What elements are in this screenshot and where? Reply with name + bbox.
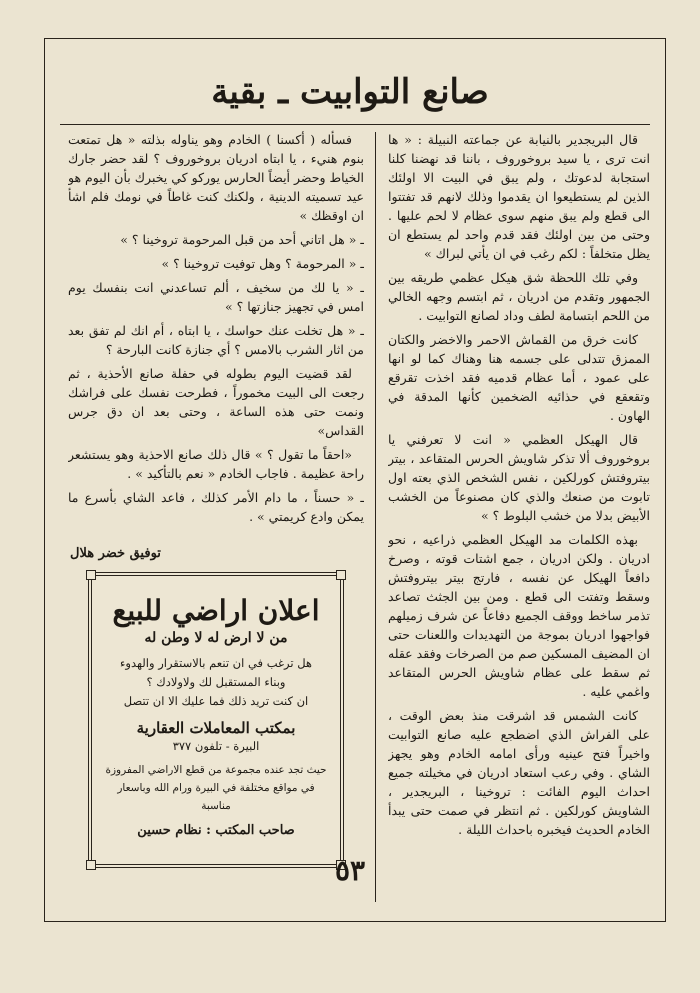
land-sale-advertisement: [88, 572, 344, 868]
ad-owner: صاحب المكتب : نظام حسين: [137, 823, 295, 838]
article-right-column: [388, 130, 650, 908]
ad-details-line: حيث تجد عنده مجموعة من قطع الاراضي المفروزة: [105, 764, 327, 776]
ad-contact: البيرة - تلفون ٣٧٧: [172, 739, 260, 753]
ad-corner-ornament: [86, 860, 96, 870]
paragraph: «احقاً ما تقول ؟ » قال ذلك صانع الاحذية وهو يستشعر راحة عظيمة . فاجاب الخادم « نعم بالتأكيد » .: [68, 447, 364, 481]
ad-slogan: من لا ارض له لا وطن له: [144, 630, 288, 646]
paragraph: بهذه الكلمات مد الهيكل العظمي ذراعيه ، نحو ادريان . ولكن ادريان ، جمع اشتات قوته ، وصرخ دافعاً الهيكل عن نفسه ، فارتج بيتر بيتروفتش وسقط وتفتت الى قطع . ومن بين الجثث تصاعد تذمر ساخط ووقف الجميع دفاعاً عن شرف زميلهم فواجهوا ادريان بموجة من التهديدات واللعنات حتى ان المضيف المسكين صم من الصرخات وفقد عقله ثم سقط على عظام شاويش الحرس المتقاعد واغمي عليه .: [388, 532, 650, 699]
ad-office-name: بمكتب المعاملات العقارية: [136, 719, 296, 737]
paragraph: فسأله ( أكسنا ) الخادم وهو يناوله بذلته « هل تمتعت بنوم هنيء ، يا ابتاه ادريان بروخوروف ؟ لقد حضر جارك الخياط وحضر أيضاً الحارس يوركو كي يخبرك بأن اليوم هو عيد تسميته الدينية ، ولكنك كنت غاطاً في نومك فلم اشأ ان اوقظك »: [68, 132, 364, 223]
column-divider: [375, 132, 376, 902]
ad-text-line: هل ترغب في ان تنعم بالاستقرار والهدوء: [120, 656, 312, 670]
paragraph: وفي تلك اللحظة شق هيكل عظمي طريقه بين الجمهور وتقدم من ادريان ، ثم ابتسم وجهه الخالي من اللحم ابتسامة لطف وداد لصانع التوابيت .: [388, 270, 650, 323]
dialogue-line: ـ « هل اتاني أحد من قبل المرحومة تروخينا ؟ »: [120, 232, 364, 247]
paragraph: قال البريجدير بالنيابة عن جماعته النبيلة : « ها انت ترى ، يا سيد بروخوروف ، باننا قد نهضنا كلنا استجابة لدعوتك ، ولم يبق في البيت الا اولئك الذين لم يستطيعوا ان يقدموا وذلك لانهم قد تفتتوا الى قطع ولم يبق منهم سوى عظام لا لحم عليها . وحتى من بين اولئك فقد قدم واحد لم يستطع ان يظل متخلفاً : لكم رغب في ان يأتي لبراك »: [388, 132, 650, 261]
ad-corner-ornament: [336, 570, 346, 580]
ad-title: اعلان اراضي للبيع: [112, 594, 320, 627]
dialogue-line: ـ « يا لك من سخيف ، ألم تساعدني انت بنفسك يوم امس في تجهيز جنازتها ؟ »: [68, 280, 364, 314]
ad-text-line: ان كنت تريد ذلك فما عليك الا ان تتصل: [123, 694, 309, 708]
paragraph: كانت خرق من القماش الاحمر والاخضر والكتان الممزق تتدلى على جسمه هنا وهناك كما لو انها على عمود ، أما عظام قدميه فقد اخذت تقرقع وتقعقع في حذائيه الضخمين كأنها المدقة في الهاون .: [388, 332, 650, 423]
dialogue-line: ـ « هل تخلت عنك حواسك ، يا ابتاه ، أم انك لم تفق بعد من اثار الشرب بالامس ؟ أي جنازة كانت البارحة ؟: [68, 323, 364, 357]
article-title: صانع التوابيت ـ بقية: [211, 72, 489, 112]
paragraph: كانت الشمس قد اشرقت منذ بعض الوقت ، على الفراش الذي اضطجع عليه صانع التوابيت واخيراً فتح عينيه ورأى امامه الخادم وهو يجهز الشاي . وفي رعب استعاد ادريان في مخيلته جميع احداث اليوم الفائت : تروخينا ، البريجدير ، الشاويش كورلكين . ثم انتظر في صمت حتى يبدأ الخادم الحديث فيخبره باحداث الليلة .: [388, 708, 650, 837]
ad-details-line: في مواقع مختلفة في البيرة ورام الله وباسعار مناسبة: [117, 782, 315, 812]
article-left-column: [68, 130, 364, 550]
author-signature: توفيق خضر هلال: [70, 546, 161, 561]
ad-corner-ornament: [86, 570, 96, 580]
title-divider: [60, 124, 650, 125]
paragraph: لقد قضيت اليوم بطوله في حفلة صانع الأحذية ، ثم رجعت الى البيت مخموراً ، فطرحت نفسك على فراشك ونمت حتى هذه الساعة ، وحتى بعد ان دق جرس القداس»: [68, 366, 364, 438]
dialogue-line: ـ « حسناً ، ما دام الأمر كذلك ، فاعد الشاي بأسرع ما يمكن وادع كريمتي » .: [68, 490, 364, 524]
dialogue-line: ـ « المرحومة ؟ وهل توفيت تروخينا ؟ »: [161, 256, 364, 271]
ad-text-line: وبناء المستقبل لك ولاولادك ؟: [146, 675, 286, 689]
page-number: ٥٣: [334, 854, 366, 887]
paragraph: قال الهيكل العظمي « انت لا تعرفني يا بروخوروف ألا تذكر شاويش الحرس المتقاعد ، بيتر بيتروفتش كورلكين ، نفس الشخص الذي بعته اول تابوت من صنعك والذي كان مصنوعاً من الخشب الأبيض بدلا من خشب البلوط ؟ »: [388, 432, 650, 523]
